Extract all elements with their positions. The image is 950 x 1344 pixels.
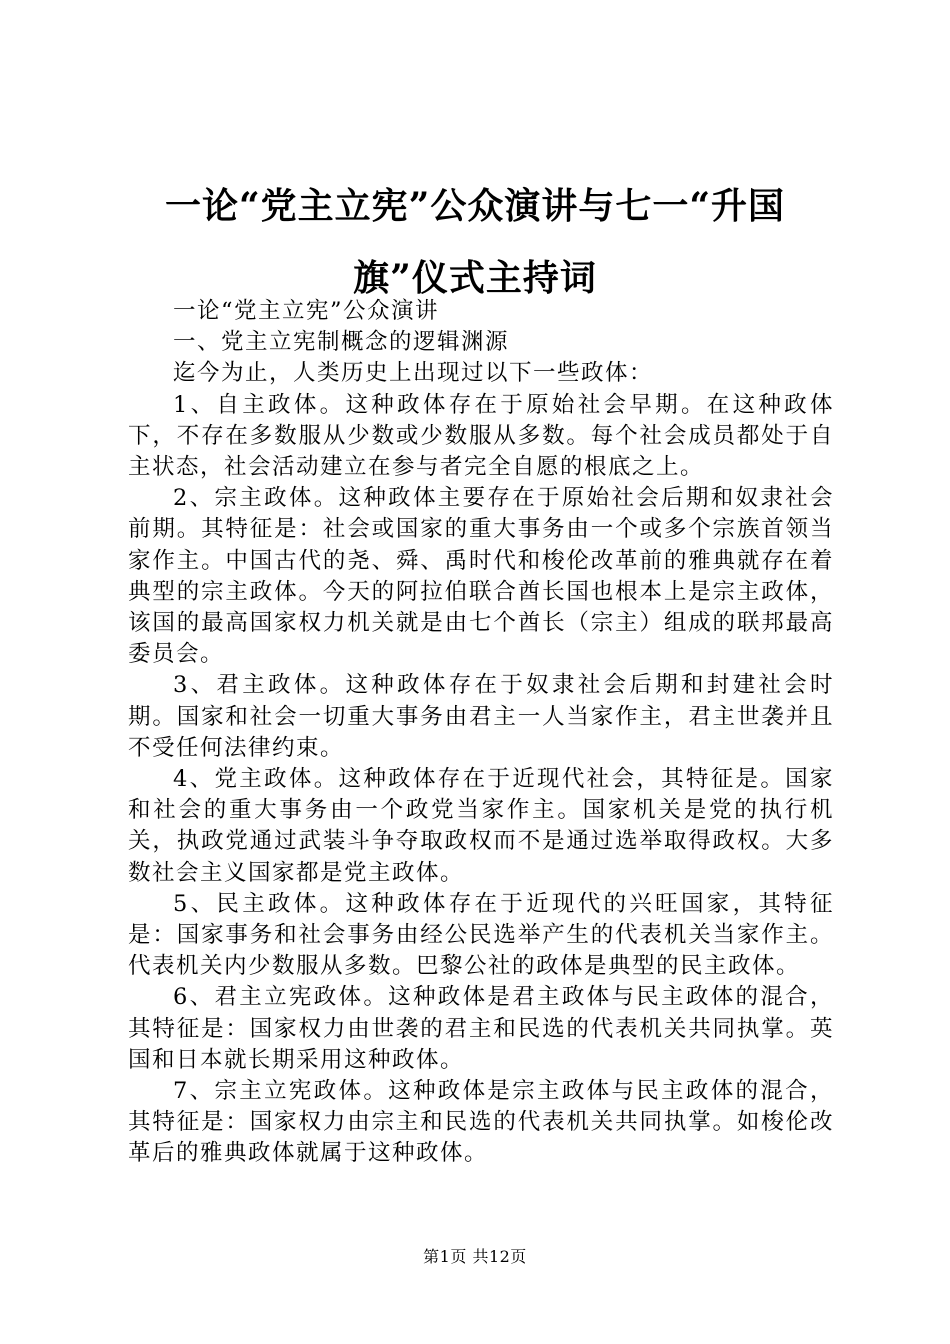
body-paragraph: 4、党主政体。这种政体存在于近现代社会，其特征是。国家和社会的重大事务由一个政党当家作主。国家机关是党的执行机关，执政党通过武装斗争夺取政权而不是通过选举取得政权。大多数社会主义国家都是党主政体。 <box>128 766 834 886</box>
subsection-heading: 一、党主立宪制概念的逻辑渊源 <box>173 329 510 356</box>
page-number-footer: 第1页 共12页 <box>423 1247 527 1266</box>
body-paragraph: 1、自主政体。这种政体存在于原始社会早期。在这种政体下，不存在多数服从少数或少数服从多数。每个社会成员都处于自主状态，社会活动建立在参与者完全自愿的根底之上。 <box>128 391 834 481</box>
section-heading: 一论“党主立宪”公众演讲 <box>173 298 440 324</box>
body-paragraph: 2、宗主政体。这种政体主要存在于原始社会后期和奴隶社会前期。其特征是：社会或国家的重大事务由一个或多个宗族首领当家作主。中国古代的尧、舜、禹时代和梭伦改革前的雅典就存在着典型的宗主政体。今天的阿拉伯联合酋长国也根本上是宗主政体，该国的最高国家权力机关就是由七个酋长（宗主）组成的联邦最高委员会。 <box>128 485 834 668</box>
body-paragraph: 7、宗主立宪政体。这种政体是宗主政体与民主政体的混合，其特征是：国家权力由宗主和民选的代表机关共同执掌。如梭伦改革后的雅典政体就属于这种政体。 <box>128 1078 834 1167</box>
body-paragraph: 迄今为止，人类历史上出现过以下一些政体： <box>173 360 654 387</box>
body-paragraph: 6、君主立宪政体。这种政体是君主政体与民主政体的混合，其特征是：国家权力由世袭的君主和民选的代表机关共同执掌。英国和日本就长期采用这种政体。 <box>128 984 834 1073</box>
body-paragraph: 5、民主政体。这种政体存在于近现代的兴旺国家，其特征是：国家事务和社会事务由经公民选举产生的代表机关当家作主。代表机关内少数服从多数。巴黎公社的政体是典型的民主政体。 <box>128 890 834 980</box>
document-title: 一论“党主立宪”公众演讲与七一“升国旗”仪式主持词 <box>164 185 786 299</box>
body-paragraph: 3、君主政体。这种政体存在于奴隶社会后期和封建社会时期。国家和社会一切重大事务由君主一人当家作主，君主世袭并且不受任何法律约束。 <box>128 672 834 761</box>
document-body <box>128 296 834 1170</box>
